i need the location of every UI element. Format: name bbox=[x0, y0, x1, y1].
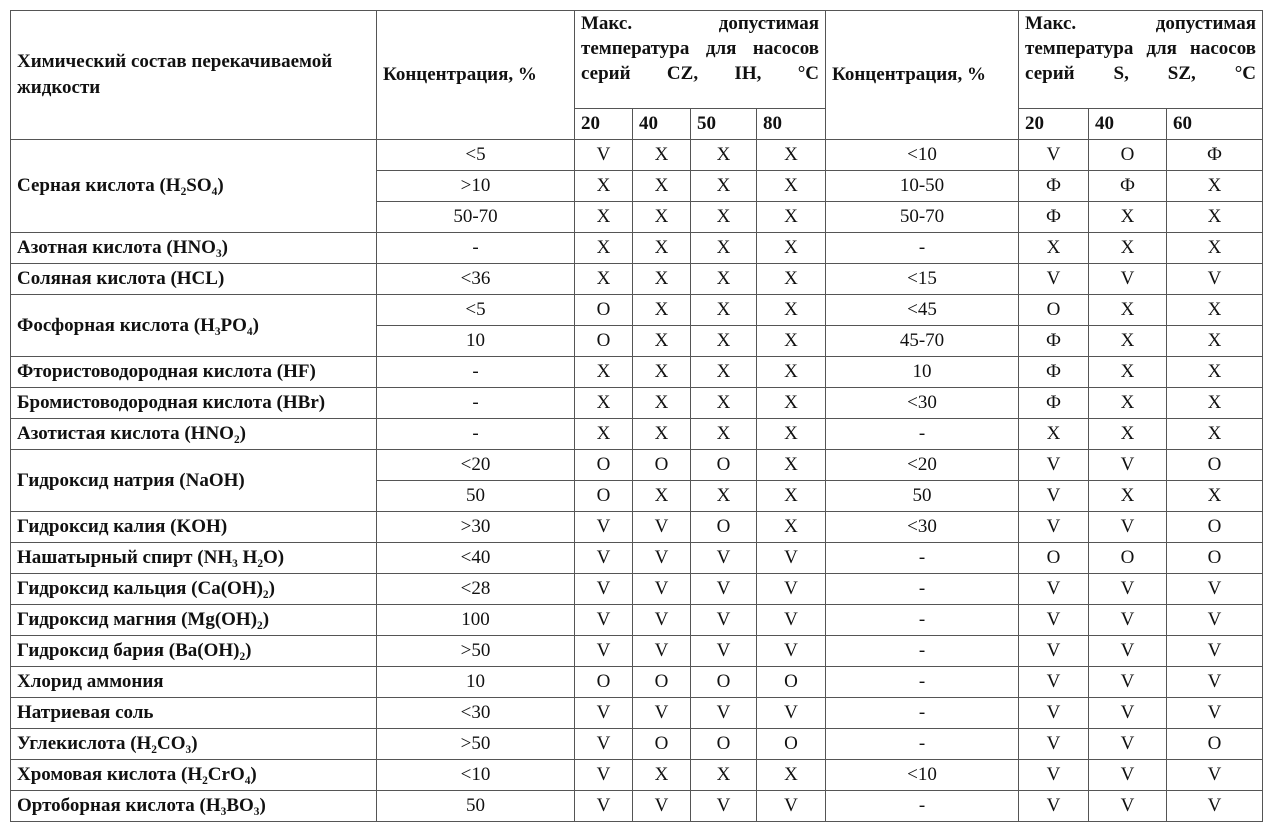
table-row bbox=[11, 667, 1263, 698]
chemical-name: Гидроксид бария (Ba(OH)₂) bbox=[11, 636, 377, 667]
concentration-s-sz: - bbox=[826, 605, 1019, 636]
header-temp-40-s: 40 bbox=[1089, 109, 1167, 140]
concentration-s-sz: <45 bbox=[826, 295, 1019, 326]
rating-cz-ih: X bbox=[575, 419, 633, 450]
rating-s-sz: O bbox=[1167, 450, 1263, 481]
table-row bbox=[11, 543, 1263, 574]
rating-s-sz: X bbox=[1089, 419, 1167, 450]
rating-cz-ih: X bbox=[757, 326, 826, 357]
rating-cz-ih: O bbox=[691, 450, 757, 481]
rating-s-sz: V bbox=[1167, 791, 1263, 822]
concentration-cz-ih: <20 bbox=[377, 450, 575, 481]
rating-s-sz: V bbox=[1089, 760, 1167, 791]
concentration-cz-ih: 10 bbox=[377, 326, 575, 357]
header-temp-50-cz: 50 bbox=[691, 109, 757, 140]
rating-s-sz: V bbox=[1089, 698, 1167, 729]
chemical-name: Хромовая кислота (H₂CrO₄) bbox=[11, 760, 377, 791]
rating-cz-ih: V bbox=[691, 605, 757, 636]
chemical-name: Хлорид аммония bbox=[11, 667, 377, 698]
header-temp-60-s: 60 bbox=[1167, 109, 1263, 140]
rating-cz-ih: O bbox=[757, 667, 826, 698]
rating-cz-ih: O bbox=[575, 481, 633, 512]
header-concentration-cz-ih: Концентрация, % bbox=[377, 11, 575, 140]
rating-s-sz: X bbox=[1089, 326, 1167, 357]
rating-cz-ih: X bbox=[691, 326, 757, 357]
rating-cz-ih: V bbox=[691, 636, 757, 667]
header-temp-20-cz: 20 bbox=[575, 109, 633, 140]
concentration-s-sz: <15 bbox=[826, 264, 1019, 295]
rating-cz-ih: V bbox=[575, 574, 633, 605]
rating-s-sz: Ф bbox=[1167, 140, 1263, 171]
rating-s-sz: V bbox=[1019, 605, 1089, 636]
chemical-name: Бромистоводородная кислота (HBr) bbox=[11, 388, 377, 419]
rating-cz-ih: X bbox=[757, 233, 826, 264]
chemical-name: Серная кислота (H₂SO₄) bbox=[11, 140, 377, 233]
rating-s-sz: V bbox=[1089, 264, 1167, 295]
table-row bbox=[11, 357, 1263, 388]
rating-cz-ih: V bbox=[757, 791, 826, 822]
concentration-cz-ih: - bbox=[377, 419, 575, 450]
rating-s-sz: X bbox=[1167, 233, 1263, 264]
rating-s-sz: Ф bbox=[1019, 357, 1089, 388]
table-row bbox=[11, 140, 1263, 171]
rating-s-sz: O bbox=[1019, 295, 1089, 326]
rating-s-sz: V bbox=[1167, 636, 1263, 667]
chemical-name: Фосфорная кислота (H₃PO₄) bbox=[11, 295, 377, 357]
table-row bbox=[11, 636, 1263, 667]
rating-cz-ih: V bbox=[691, 791, 757, 822]
rating-cz-ih: X bbox=[757, 171, 826, 202]
table-row bbox=[11, 729, 1263, 760]
rating-s-sz: V bbox=[1019, 729, 1089, 760]
table-row bbox=[11, 419, 1263, 450]
rating-s-sz: V bbox=[1019, 791, 1089, 822]
rating-cz-ih: X bbox=[691, 295, 757, 326]
table-row bbox=[11, 791, 1263, 822]
concentration-cz-ih: 50-70 bbox=[377, 202, 575, 233]
chemical-name: Натриевая соль bbox=[11, 698, 377, 729]
concentration-cz-ih: <5 bbox=[377, 140, 575, 171]
header-temp-80-cz: 80 bbox=[757, 109, 826, 140]
concentration-cz-ih: >30 bbox=[377, 512, 575, 543]
rating-cz-ih: X bbox=[575, 233, 633, 264]
rating-cz-ih: X bbox=[691, 388, 757, 419]
rating-cz-ih: V bbox=[575, 605, 633, 636]
table-body bbox=[11, 140, 1263, 822]
rating-cz-ih: V bbox=[633, 605, 691, 636]
concentration-s-sz: 45-70 bbox=[826, 326, 1019, 357]
rating-s-sz: X bbox=[1089, 481, 1167, 512]
rating-s-sz: O bbox=[1019, 543, 1089, 574]
table-row bbox=[11, 574, 1263, 605]
concentration-s-sz: - bbox=[826, 698, 1019, 729]
rating-cz-ih: V bbox=[575, 140, 633, 171]
concentration-cz-ih: <40 bbox=[377, 543, 575, 574]
concentration-cz-ih: <36 bbox=[377, 264, 575, 295]
rating-s-sz: V bbox=[1089, 791, 1167, 822]
rating-cz-ih: X bbox=[633, 760, 691, 791]
rating-s-sz: X bbox=[1089, 202, 1167, 233]
rating-s-sz: O bbox=[1167, 512, 1263, 543]
rating-cz-ih: V bbox=[757, 574, 826, 605]
concentration-cz-ih: >50 bbox=[377, 729, 575, 760]
rating-s-sz: V bbox=[1167, 667, 1263, 698]
rating-cz-ih: V bbox=[757, 605, 826, 636]
rating-cz-ih: X bbox=[633, 388, 691, 419]
chemical-resistance-table bbox=[10, 10, 1263, 822]
chemical-name: Азотистая кислота (HNO₂) bbox=[11, 419, 377, 450]
concentration-s-sz: - bbox=[826, 233, 1019, 264]
table-row bbox=[11, 760, 1263, 791]
rating-s-sz: Ф bbox=[1019, 326, 1089, 357]
rating-s-sz: O bbox=[1167, 729, 1263, 760]
header-temp-40-cz: 40 bbox=[633, 109, 691, 140]
rating-cz-ih: O bbox=[633, 667, 691, 698]
concentration-s-sz: - bbox=[826, 729, 1019, 760]
rating-s-sz: X bbox=[1089, 357, 1167, 388]
rating-cz-ih: V bbox=[757, 636, 826, 667]
table-row bbox=[11, 295, 1263, 326]
rating-cz-ih: X bbox=[575, 388, 633, 419]
rating-s-sz: X bbox=[1167, 326, 1263, 357]
rating-cz-ih: X bbox=[575, 264, 633, 295]
chemical-name: Углекислота (H₂CO₃) bbox=[11, 729, 377, 760]
rating-s-sz: X bbox=[1019, 233, 1089, 264]
rating-s-sz: X bbox=[1019, 419, 1089, 450]
rating-s-sz: V bbox=[1019, 512, 1089, 543]
chemical-name: Азотная кислота (HNO₃) bbox=[11, 233, 377, 264]
rating-cz-ih: V bbox=[575, 791, 633, 822]
concentration-s-sz: 50 bbox=[826, 481, 1019, 512]
header-composition: Химический состав перекачиваемой жидкости bbox=[11, 11, 377, 140]
concentration-cz-ih: >10 bbox=[377, 171, 575, 202]
rating-cz-ih: X bbox=[757, 357, 826, 388]
rating-cz-ih: V bbox=[633, 791, 691, 822]
rating-s-sz: X bbox=[1089, 388, 1167, 419]
concentration-cz-ih: <30 bbox=[377, 698, 575, 729]
chemical-name: Соляная кислота (HCL) bbox=[11, 264, 377, 295]
table-row bbox=[11, 388, 1263, 419]
header-max-temp-cz-ih: Макс. допустимая температура для насосов серий CZ, IH, °C bbox=[575, 11, 826, 109]
resistance-table-wrapper bbox=[10, 10, 1263, 822]
rating-cz-ih: O bbox=[691, 667, 757, 698]
concentration-cz-ih: 10 bbox=[377, 667, 575, 698]
rating-s-sz: O bbox=[1167, 543, 1263, 574]
rating-s-sz: V bbox=[1089, 636, 1167, 667]
chemical-name: Гидроксид кальция (Ca(OH)₂) bbox=[11, 574, 377, 605]
rating-cz-ih: V bbox=[691, 543, 757, 574]
rating-cz-ih: X bbox=[691, 419, 757, 450]
rating-s-sz: V bbox=[1167, 605, 1263, 636]
rating-s-sz: X bbox=[1089, 233, 1167, 264]
rating-cz-ih: X bbox=[633, 419, 691, 450]
rating-cz-ih: V bbox=[575, 512, 633, 543]
concentration-s-sz: - bbox=[826, 791, 1019, 822]
rating-cz-ih: X bbox=[757, 481, 826, 512]
table-row bbox=[11, 698, 1263, 729]
rating-cz-ih: X bbox=[633, 357, 691, 388]
rating-cz-ih: V bbox=[633, 543, 691, 574]
concentration-cz-ih: 100 bbox=[377, 605, 575, 636]
rating-cz-ih: X bbox=[691, 140, 757, 171]
rating-s-sz: Ф bbox=[1019, 202, 1089, 233]
rating-cz-ih: V bbox=[575, 543, 633, 574]
rating-s-sz: V bbox=[1089, 605, 1167, 636]
rating-s-sz: V bbox=[1019, 667, 1089, 698]
concentration-s-sz: - bbox=[826, 543, 1019, 574]
rating-s-sz: V bbox=[1019, 140, 1089, 171]
header-concentration-s-sz: Концентрация, % bbox=[826, 11, 1019, 140]
rating-cz-ih: X bbox=[691, 202, 757, 233]
table-row bbox=[11, 450, 1263, 481]
rating-cz-ih: O bbox=[633, 729, 691, 760]
rating-cz-ih: X bbox=[757, 202, 826, 233]
concentration-cz-ih: <28 bbox=[377, 574, 575, 605]
header-max-temp-s-sz: Макс. допустимая температура для насосов серий S, SZ, °C bbox=[1019, 11, 1263, 109]
rating-cz-ih: X bbox=[633, 264, 691, 295]
rating-cz-ih: X bbox=[633, 140, 691, 171]
rating-s-sz: V bbox=[1089, 450, 1167, 481]
rating-s-sz: V bbox=[1019, 481, 1089, 512]
rating-cz-ih: V bbox=[575, 636, 633, 667]
rating-s-sz: V bbox=[1089, 667, 1167, 698]
rating-cz-ih: X bbox=[757, 419, 826, 450]
table-row bbox=[11, 233, 1263, 264]
rating-cz-ih: X bbox=[575, 202, 633, 233]
chemical-name: Гидроксид натрия (NaOH) bbox=[11, 450, 377, 512]
concentration-cz-ih: 50 bbox=[377, 481, 575, 512]
rating-cz-ih: X bbox=[757, 450, 826, 481]
rating-cz-ih: X bbox=[691, 357, 757, 388]
table-row bbox=[11, 264, 1263, 295]
rating-s-sz: O bbox=[1089, 543, 1167, 574]
rating-s-sz: X bbox=[1167, 171, 1263, 202]
concentration-s-sz: 10-50 bbox=[826, 171, 1019, 202]
chemical-name: Гидроксид магния (Mg(OH)₂) bbox=[11, 605, 377, 636]
rating-cz-ih: X bbox=[575, 171, 633, 202]
rating-cz-ih: V bbox=[633, 698, 691, 729]
rating-cz-ih: V bbox=[757, 698, 826, 729]
rating-s-sz: X bbox=[1167, 202, 1263, 233]
concentration-cz-ih: >50 bbox=[377, 636, 575, 667]
concentration-cz-ih: - bbox=[377, 357, 575, 388]
chemical-name: Гидроксид калия (KOH) bbox=[11, 512, 377, 543]
rating-s-sz: V bbox=[1019, 636, 1089, 667]
rating-s-sz: X bbox=[1167, 357, 1263, 388]
rating-cz-ih: V bbox=[575, 760, 633, 791]
rating-cz-ih: X bbox=[691, 481, 757, 512]
concentration-s-sz: - bbox=[826, 636, 1019, 667]
rating-cz-ih: X bbox=[757, 140, 826, 171]
rating-cz-ih: V bbox=[633, 574, 691, 605]
concentration-s-sz: <30 bbox=[826, 512, 1019, 543]
chemical-name: Ортоборная кислота (H₃BO₃) bbox=[11, 791, 377, 822]
rating-s-sz: V bbox=[1167, 264, 1263, 295]
table-row bbox=[11, 605, 1263, 636]
rating-cz-ih: O bbox=[575, 326, 633, 357]
concentration-s-sz: - bbox=[826, 667, 1019, 698]
rating-cz-ih: X bbox=[633, 295, 691, 326]
concentration-s-sz: <20 bbox=[826, 450, 1019, 481]
rating-cz-ih: X bbox=[757, 388, 826, 419]
concentration-cz-ih: 50 bbox=[377, 791, 575, 822]
rating-cz-ih: V bbox=[633, 512, 691, 543]
rating-cz-ih: V bbox=[691, 698, 757, 729]
concentration-s-sz: <10 bbox=[826, 760, 1019, 791]
rating-cz-ih: X bbox=[757, 512, 826, 543]
rating-cz-ih: X bbox=[757, 264, 826, 295]
chemical-name: Фтористоводородная кислота (HF) bbox=[11, 357, 377, 388]
header-temp-20-s: 20 bbox=[1019, 109, 1089, 140]
rating-cz-ih: V bbox=[691, 574, 757, 605]
rating-s-sz: V bbox=[1019, 760, 1089, 791]
rating-s-sz: V bbox=[1089, 512, 1167, 543]
rating-cz-ih: O bbox=[575, 667, 633, 698]
rating-cz-ih: V bbox=[575, 698, 633, 729]
rating-s-sz: X bbox=[1089, 295, 1167, 326]
rating-s-sz: V bbox=[1167, 760, 1263, 791]
rating-cz-ih: X bbox=[633, 202, 691, 233]
concentration-s-sz: 50-70 bbox=[826, 202, 1019, 233]
rating-cz-ih: X bbox=[691, 171, 757, 202]
rating-cz-ih: O bbox=[575, 295, 633, 326]
concentration-s-sz: - bbox=[826, 419, 1019, 450]
rating-cz-ih: V bbox=[757, 543, 826, 574]
rating-cz-ih: X bbox=[575, 357, 633, 388]
rating-s-sz: O bbox=[1089, 140, 1167, 171]
rating-s-sz: V bbox=[1019, 450, 1089, 481]
rating-cz-ih: O bbox=[757, 729, 826, 760]
concentration-s-sz: 10 bbox=[826, 357, 1019, 388]
concentration-s-sz: <10 bbox=[826, 140, 1019, 171]
chemical-name: Нашатырный спирт (NH₃ H₂O) bbox=[11, 543, 377, 574]
rating-s-sz: V bbox=[1167, 574, 1263, 605]
concentration-cz-ih: <10 bbox=[377, 760, 575, 791]
concentration-s-sz: - bbox=[826, 574, 1019, 605]
rating-cz-ih: X bbox=[633, 171, 691, 202]
rating-cz-ih: X bbox=[691, 264, 757, 295]
rating-s-sz: X bbox=[1167, 481, 1263, 512]
rating-s-sz: V bbox=[1019, 574, 1089, 605]
rating-s-sz: Ф bbox=[1019, 388, 1089, 419]
concentration-s-sz: <30 bbox=[826, 388, 1019, 419]
rating-s-sz: V bbox=[1089, 574, 1167, 605]
rating-cz-ih: O bbox=[691, 729, 757, 760]
rating-s-sz: Ф bbox=[1019, 171, 1089, 202]
rating-s-sz: V bbox=[1167, 698, 1263, 729]
rating-s-sz: V bbox=[1019, 698, 1089, 729]
rating-s-sz: X bbox=[1167, 388, 1263, 419]
rating-cz-ih: X bbox=[757, 295, 826, 326]
rating-cz-ih: X bbox=[691, 760, 757, 791]
table-row bbox=[11, 512, 1263, 543]
rating-s-sz: X bbox=[1167, 295, 1263, 326]
rating-cz-ih: O bbox=[691, 512, 757, 543]
rating-cz-ih: V bbox=[633, 636, 691, 667]
rating-cz-ih: X bbox=[633, 481, 691, 512]
concentration-cz-ih: <5 bbox=[377, 295, 575, 326]
rating-cz-ih: O bbox=[575, 450, 633, 481]
rating-cz-ih: X bbox=[633, 326, 691, 357]
rating-s-sz: V bbox=[1019, 264, 1089, 295]
rating-cz-ih: X bbox=[633, 233, 691, 264]
rating-s-sz: V bbox=[1089, 729, 1167, 760]
rating-s-sz: X bbox=[1167, 419, 1263, 450]
rating-cz-ih: O bbox=[633, 450, 691, 481]
rating-cz-ih: X bbox=[691, 233, 757, 264]
concentration-cz-ih: - bbox=[377, 388, 575, 419]
rating-cz-ih: X bbox=[757, 760, 826, 791]
rating-s-sz: Ф bbox=[1089, 171, 1167, 202]
rating-cz-ih: V bbox=[575, 729, 633, 760]
concentration-cz-ih: - bbox=[377, 233, 575, 264]
